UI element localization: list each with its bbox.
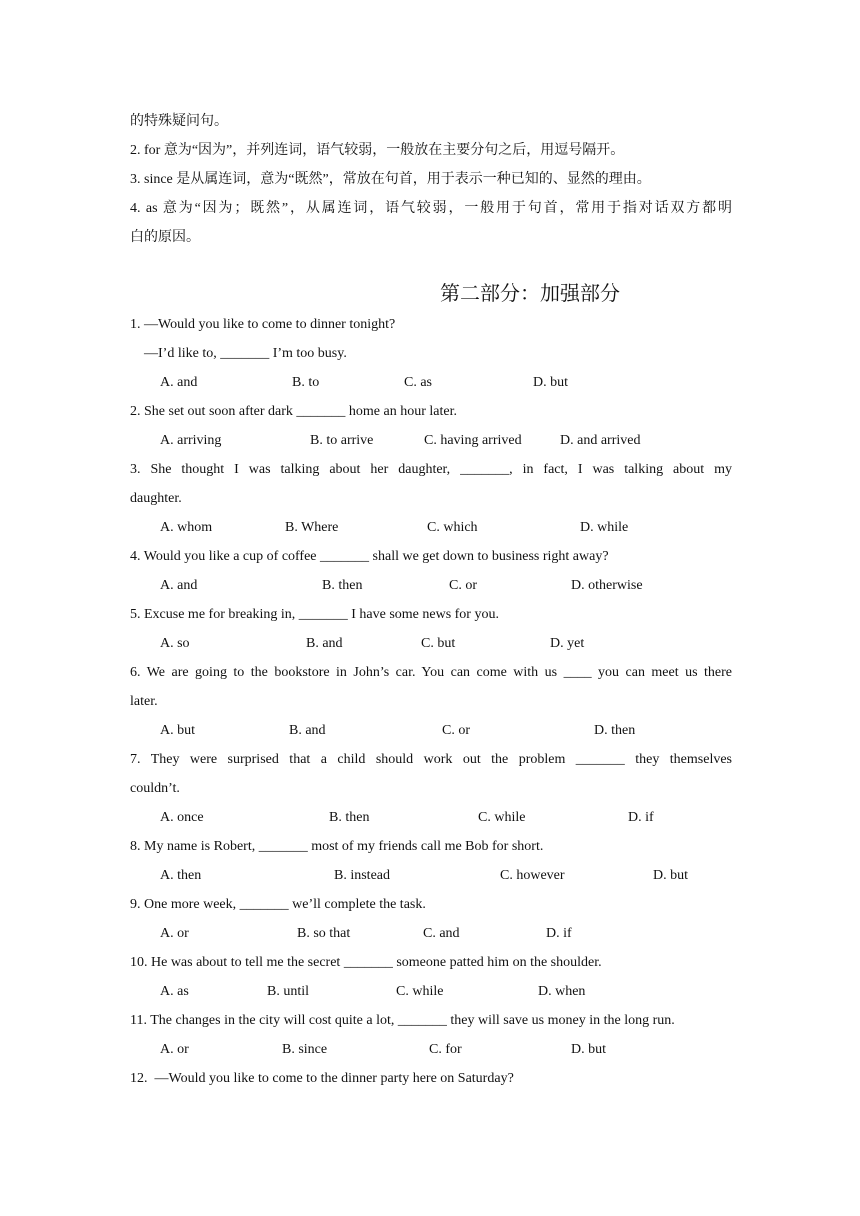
question-stem: 6. We are going to the bookstore in John’s car. You can come with us ____ you can meet us there — [130, 665, 732, 680]
option-d: D. yet — [550, 636, 585, 651]
option-d: D. but — [653, 868, 688, 883]
option-c: C. which — [427, 520, 478, 535]
question-stem: 4. Would you like a cup of coffee _______ shall we get down to business right away? — [130, 549, 609, 564]
option-d: D. otherwise — [571, 578, 643, 593]
option-d: D. while — [580, 520, 629, 535]
question-stem: 5. Excuse me for breaking in, _______ I have some news for you. — [130, 607, 499, 622]
option-b: B. and — [306, 636, 343, 651]
option-c: C. and — [423, 926, 460, 941]
note-line: 3. since 是从属连词，意为“既然”，常放在句首，用于表示一种已知的、显然的理由。 — [130, 172, 651, 187]
option-b: B. then — [329, 810, 370, 825]
option-d: D. when — [538, 984, 586, 999]
question-stem: —I’d like to, _______ I’m too busy. — [144, 346, 347, 361]
option-a: A. once — [160, 810, 204, 825]
option-d: D. if — [546, 926, 572, 941]
question-options — [130, 426, 732, 455]
option-a: A. or — [160, 1042, 189, 1057]
option-c: C. as — [404, 375, 432, 390]
question-options — [130, 513, 732, 542]
question-stem: 10. He was about to tell me the secret _______ someone patted him on the shoulder. — [130, 955, 602, 970]
note-line: 的特殊疑问句。 — [130, 114, 228, 129]
option-b: B. then — [322, 578, 363, 593]
question-stem: couldn’t. — [130, 781, 180, 796]
option-a: A. arriving — [160, 433, 222, 448]
question-options — [130, 629, 732, 658]
note-line: 2. for 意为“因为”，并列连词，语气较弱，一般放在主要分句之后，用逗号隔开。 — [130, 143, 625, 158]
option-a: A. whom — [160, 520, 213, 535]
option-b: B. Where — [285, 520, 339, 535]
option-d: D. but — [533, 375, 568, 390]
option-a: A. and — [160, 578, 198, 593]
question-options — [130, 861, 732, 890]
question-options — [130, 977, 732, 1006]
option-a: A. as — [160, 984, 189, 999]
option-b: B. so that — [297, 926, 351, 941]
option-a: A. but — [160, 723, 195, 738]
question-stem: 3. She thought I was talking about her daughter, _______, in fact, I was talking about my — [130, 462, 732, 477]
question-stem: later. — [130, 694, 158, 709]
question-stem: 2. She set out soon after dark _______ home an hour later. — [130, 404, 457, 419]
question-stem: 1. —Would you like to come to dinner tonight? — [130, 317, 396, 332]
option-a: A. or — [160, 926, 189, 941]
option-b: B. and — [289, 723, 326, 738]
question-options — [130, 571, 732, 600]
option-d: D. if — [628, 810, 654, 825]
question-stem: 11. The changes in the city will cost quite a lot, _______ they will save us money in the long run. — [130, 1013, 675, 1028]
question-options — [130, 368, 732, 397]
note-line: 白的原因。 — [130, 230, 200, 245]
option-b: B. since — [282, 1042, 328, 1057]
option-b: B. instead — [334, 868, 390, 883]
option-a: A. and — [160, 375, 198, 390]
question-options — [130, 919, 732, 948]
option-b: B. to arrive — [310, 433, 374, 448]
option-c: C. or — [449, 578, 477, 593]
question-stem: daughter. — [130, 491, 182, 506]
question-stem: 7. They were surprised that a child should work out the problem _______ they themselves — [130, 752, 732, 767]
question-options — [130, 716, 732, 745]
question-stem: 9. One more week, _______ we’ll complete the task. — [130, 897, 426, 912]
question-stem: 12. —Would you like to come to the dinner party here on Saturday? — [130, 1071, 514, 1086]
option-c: C. for — [429, 1042, 462, 1057]
section-title: 第二部分：加强部分 — [440, 281, 620, 305]
option-d: D. and arrived — [560, 433, 641, 448]
option-c: C. or — [442, 723, 470, 738]
option-c: C. having arrived — [424, 433, 522, 448]
note-line: 4. as 意为“因为；既然”，从属连词，语气较弱，一般用于句首，常用于指对话双方都明 — [130, 201, 732, 216]
question-stem: 8. My name is Robert, _______ most of my friends call me Bob for short. — [130, 839, 544, 854]
option-c: C. while — [478, 810, 526, 825]
option-a: A. then — [160, 868, 202, 883]
option-c: C. while — [396, 984, 444, 999]
option-c: C. but — [421, 636, 456, 651]
option-d: D. then — [594, 723, 636, 738]
option-b: B. until — [267, 984, 310, 999]
option-b: B. to — [292, 375, 320, 390]
question-options — [130, 803, 732, 832]
question-options — [130, 1035, 732, 1064]
option-a: A. so — [160, 636, 190, 651]
option-c: C. however — [500, 868, 565, 883]
option-d: D. but — [571, 1042, 606, 1057]
